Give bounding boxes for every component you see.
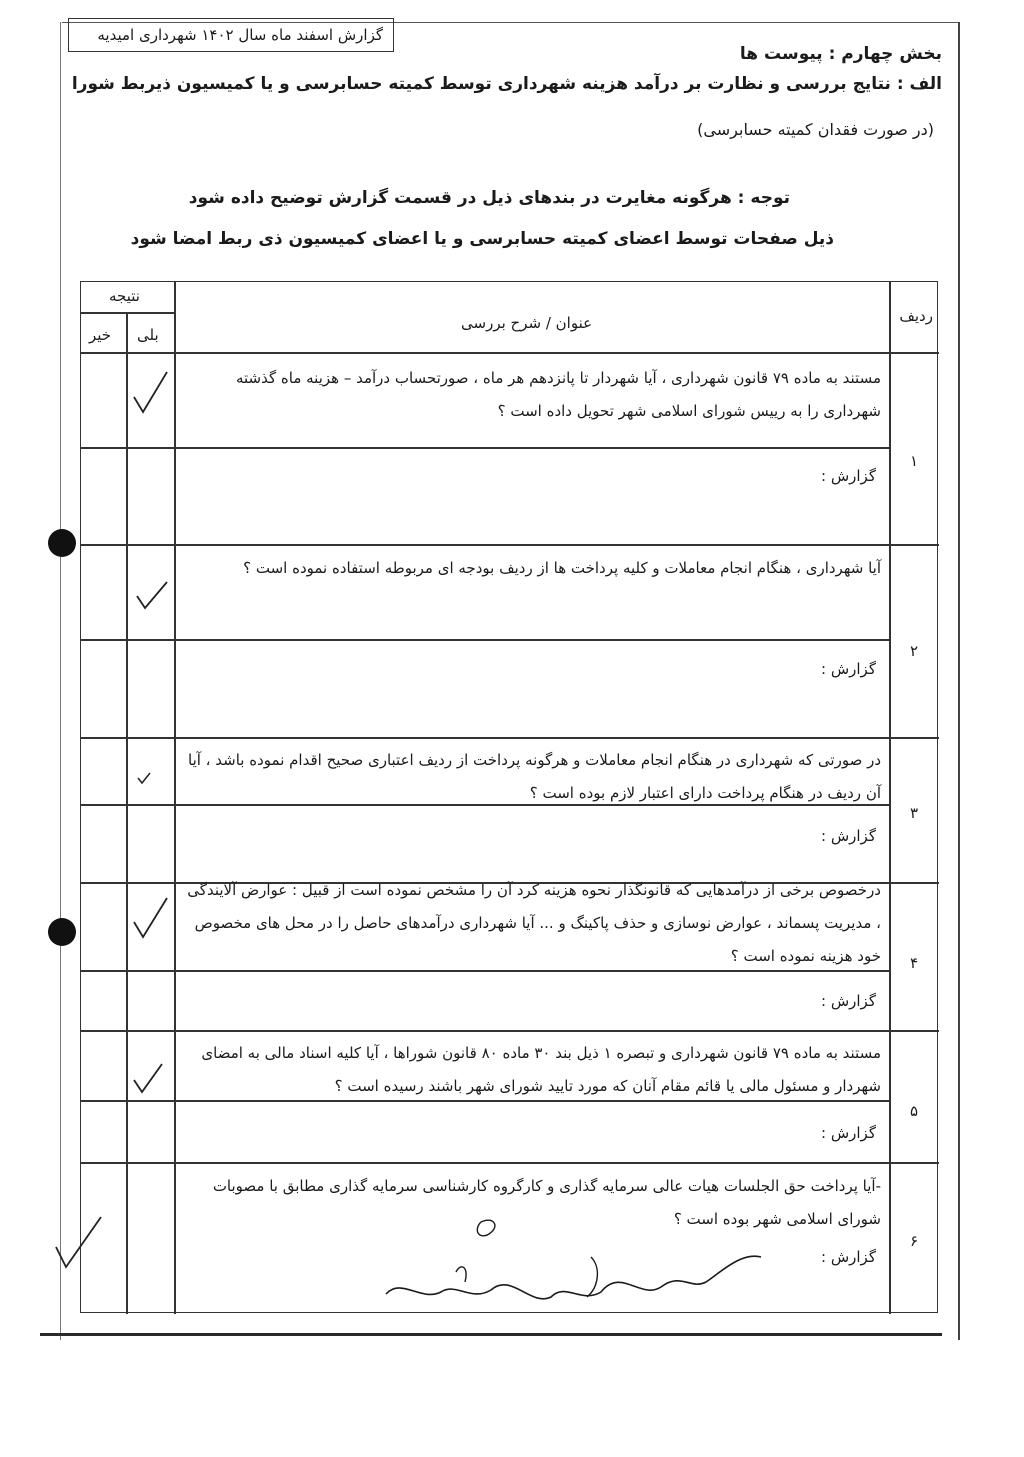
question-text: در صورتی که شهرداری در هنگام انجام معاملات و هرگونه پرداخت از ردیف اعتباری صحیح اقدام نموده باشد ، آیا آن ردیف در هنگام پرداخت دارای اعتبار لازم بوده است ؟ bbox=[188, 751, 881, 802]
page-frame-left bbox=[60, 22, 61, 1340]
checkmark-icon bbox=[131, 892, 171, 942]
checkmark-icon bbox=[133, 574, 173, 614]
row-separator bbox=[81, 737, 939, 739]
report-label: گزارش : bbox=[821, 660, 876, 678]
report-divider bbox=[81, 447, 889, 449]
question-text: درخصوص برخی از درآمدهایی که قانونگذار نحوه هزینه کرد آن را مشخص نموده است از قبیل : عوارض آلایندگی ، مدیریت پسماند ، عوارض نوسازی و حذف پاکینگ و ... آیا شهرداری درآمدهای حاصل را در محل های مخصوص خود هزینه نموده است ؟ bbox=[187, 881, 881, 965]
col-divider-title bbox=[174, 282, 176, 1314]
col-divider-row bbox=[889, 282, 891, 1314]
report-title-box: گزارش اسفند ماه سال ۱۴۰۲ شهرداری امیدیه bbox=[68, 18, 394, 52]
report-divider bbox=[81, 639, 889, 641]
header-row-number: ردیف bbox=[899, 307, 933, 325]
row-number: ۳ bbox=[909, 804, 919, 822]
row-number: ۲ bbox=[909, 642, 919, 660]
header-no: خیر bbox=[89, 326, 112, 344]
punch-hole bbox=[48, 529, 76, 557]
checkmark-icon bbox=[51, 1212, 111, 1282]
question-text: مستند به ماده ۷۹ قانون شهرداری ، آیا شهردار تا پانزدهم هر ماه ، صورتحساب درآمد – هزینه ماه گذشته شهرداری را به رییس شورای اسلامی شهر تحویل داده است ؟ bbox=[235, 369, 881, 420]
report-label: گزارش : bbox=[821, 1248, 876, 1266]
section-title: بخش چهارم : پیوست ها bbox=[739, 44, 942, 64]
header-result: نتیجه bbox=[109, 287, 140, 305]
question-text: آیا شهرداری ، هنگام انجام معاملات و کلیه پرداخت ها از ردیف بودجه ای مربوطه استفاده نموده است ؟ bbox=[243, 559, 881, 577]
page-frame-bottom bbox=[40, 1333, 942, 1336]
section-subtitle: الف : نتایج بررسی و نظارت بر درآمد هزینه شهرداری توسط کمیته حسابرسی و یا کمیسیون ذیربط شورا bbox=[71, 74, 942, 94]
report-label: گزارش : bbox=[821, 827, 876, 845]
checkmark-icon bbox=[131, 1060, 167, 1096]
row-separator bbox=[81, 1162, 939, 1164]
header-yes: بلی bbox=[137, 326, 159, 344]
header-title: عنوان / شرح بررسی bbox=[461, 314, 593, 332]
section-subtitle-note: (در صورت فقدان کمیته حسابرسی) bbox=[697, 120, 934, 139]
punch-hole bbox=[48, 918, 76, 946]
handwritten-signature bbox=[361, 1212, 781, 1307]
question-text: -آیا پرداخت حق الجلسات هیات عالی سرمایه گذاری و کارگروه کارشناسی سرمایه گذاری مطابق با مصوبات شورای اسلامی شهر بوده است ؟ bbox=[212, 1177, 881, 1228]
checkmark-icon bbox=[136, 770, 156, 786]
row-number: ۴ bbox=[909, 954, 919, 972]
note-line-1: توجه : هرگونه مغایرت در بندهای ذیل در قسمت گزارش توضیح داده شود bbox=[188, 188, 790, 208]
report-label: گزارش : bbox=[821, 467, 876, 485]
col-divider-yes-no bbox=[126, 312, 128, 1314]
header-split-line bbox=[81, 312, 174, 314]
header-bottom-line bbox=[81, 352, 939, 354]
page-frame-right bbox=[958, 22, 960, 1340]
note-line-2: ذیل صفحات توسط اعضای کمیته حسابرسی و یا اعضای کمیسیون ذی ربط امضا شود bbox=[130, 229, 834, 249]
checkmark-icon bbox=[131, 367, 171, 417]
row-separator bbox=[81, 544, 939, 546]
report-label: گزارش : bbox=[821, 992, 876, 1010]
question-text: مستند به ماده ۷۹ قانون شهرداری و تبصره ۱ ذیل بند ۳۰ ماده ۸۰ قانون شوراها ، آیا کلیه اسناد مالی به امضای شهردار و مسئول مالی یا قائم مقام آنان که مورد تایید شورای شهر باشند رسیده است ؟ bbox=[201, 1044, 881, 1095]
row-separator bbox=[81, 1030, 939, 1032]
row-number: ۵ bbox=[909, 1102, 919, 1120]
row-number: ۱ bbox=[909, 452, 919, 470]
row-number: ۶ bbox=[909, 1232, 919, 1250]
report-label: گزارش : bbox=[821, 1124, 876, 1142]
review-table bbox=[80, 281, 938, 1313]
